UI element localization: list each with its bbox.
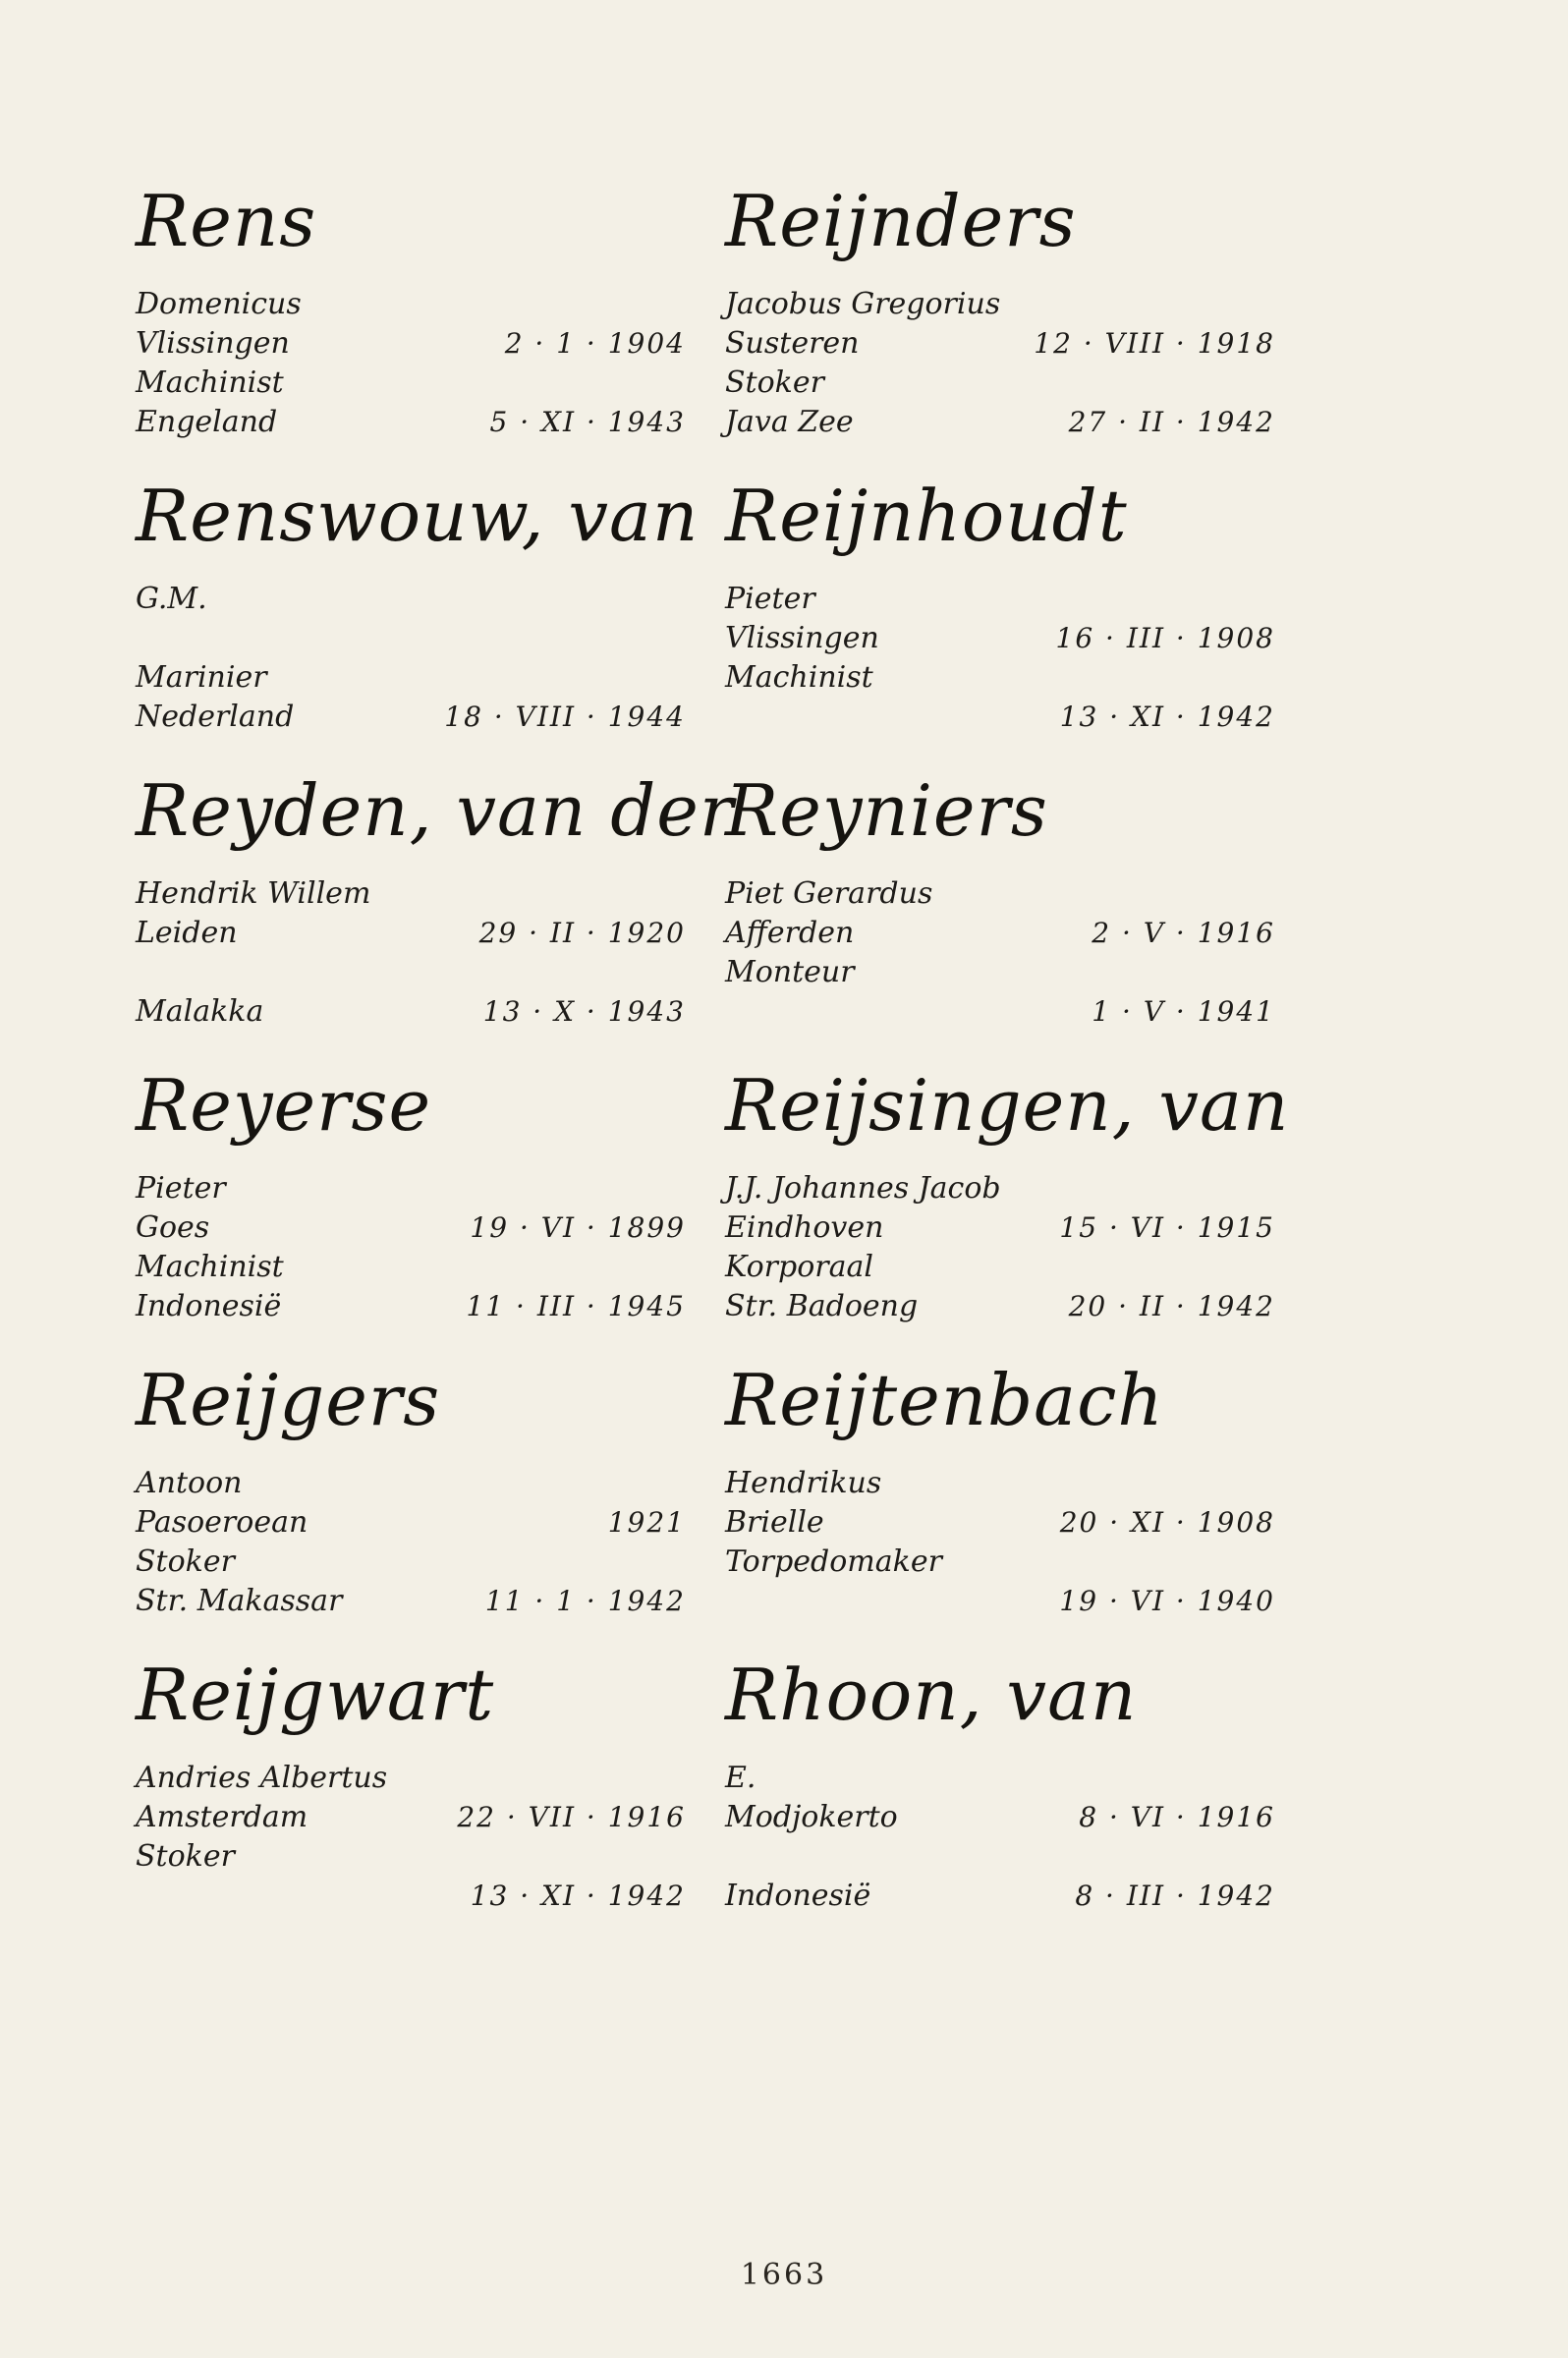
detail-row [725,1543,1275,1582]
detail-text: Marinier [136,660,267,695]
detail-date: 27 · II · 1942 [1068,406,1275,438]
detail-row [725,1582,1275,1621]
detail-row [136,1543,686,1582]
detail-row [136,285,686,324]
detail-row [725,1837,1275,1877]
detail-date: 20 · II · 1942 [1068,1290,1275,1322]
detail-text: Machinist [136,365,284,400]
detail-date: 20 · XI · 1908 [1059,1506,1275,1539]
detail-row [136,324,686,364]
name-entry [725,472,1275,766]
detail-text: Pasoeroean [136,1505,308,1540]
name-entry [136,472,700,766]
detail-text: Indonesië [725,1879,871,1913]
name-entry [136,1061,686,1356]
name-entry [136,177,686,472]
detail-text: Torpedomaker [725,1544,942,1579]
surname-heading: Reijtenbach [725,1359,1164,1441]
detail-date: 1921 [607,1506,686,1539]
detail-row [136,1837,686,1877]
detail-text: Afferden [725,916,855,950]
detail-date: 12 · VIII · 1918 [1034,327,1275,360]
detail-row [725,1248,1275,1287]
detail-row [136,364,686,403]
detail-date: 13 · XI · 1942 [470,1880,686,1912]
detail-text: E. [725,1761,756,1795]
detail-row [725,658,1275,698]
detail-text: Str. Makassar [136,1584,343,1618]
detail-text: J.J. Johannes Jacob [725,1171,1001,1206]
detail-text: Andries Albertus [136,1761,388,1795]
detail-row [725,914,1275,953]
detail-text: Amsterdam [136,1800,308,1834]
detail-row [725,874,1275,914]
detail-row [725,698,1275,737]
detail-row [136,1169,686,1208]
detail-text: G.M. [136,582,207,616]
detail-text: Monteur [725,955,855,989]
detail-row [136,619,686,658]
detail-row [725,1287,1275,1326]
detail-row [725,1503,1275,1543]
surname-heading: Rens [136,180,317,262]
detail-date: 11 · III · 1945 [466,1290,686,1322]
detail-text: Indonesië [136,1289,282,1323]
detail-row [725,953,1275,992]
detail-text: Eindhoven [725,1210,884,1245]
detail-text: Jacobus Gregorius [725,287,1001,321]
detail-row [136,953,686,992]
detail-date: 11 · 1 · 1942 [484,1585,686,1617]
name-entry [725,1651,1275,1945]
detail-date: 1 · V · 1941 [1092,995,1275,1028]
detail-row [136,1208,686,1248]
detail-text: Domenicus [136,287,302,321]
detail-row [725,364,1275,403]
detail-date: 8 · III · 1942 [1075,1880,1275,1912]
detail-date: 8 · VI · 1916 [1079,1801,1275,1833]
detail-date: 29 · II · 1920 [478,917,686,949]
detail-text: Susteren [725,326,860,361]
detail-text: Machinist [136,1250,284,1284]
surname-heading: Reijsingen, van [725,1064,1290,1147]
detail-date: 16 · III · 1908 [1055,622,1275,654]
detail-text: Vlissingen [136,326,290,361]
detail-row [725,403,1275,442]
surname-heading: Reyerse [136,1064,432,1147]
detail-row [136,1503,686,1543]
detail-row [136,992,686,1032]
detail-row [725,992,1275,1032]
surname-heading: Reyniers [725,769,1048,852]
detail-row [725,619,1275,658]
detail-text: Java Zee [725,405,854,439]
detail-row [725,1169,1275,1208]
detail-text: Brielle [725,1505,824,1540]
detail-row [136,1582,686,1621]
detail-text: Malakka [136,994,264,1029]
detail-text: Modjokerto [725,1800,898,1834]
detail-date: 22 · VII · 1916 [457,1801,686,1833]
detail-text: Piet Gerardus [725,876,933,911]
page-number: 1663 [740,2258,828,2292]
detail-row [136,580,686,619]
detail-row [136,1877,686,1916]
detail-text: Machinist [725,660,873,695]
detail-row [136,1798,686,1837]
detail-date: 19 · VI · 1899 [470,1211,686,1244]
name-entry [725,1356,1275,1651]
detail-row [136,698,686,737]
detail-row [725,324,1275,364]
right-column [725,177,1290,1945]
detail-text: Str. Badoeng [725,1289,919,1323]
detail-text: Pieter [136,1171,226,1206]
detail-row [725,1464,1275,1503]
detail-row [725,285,1275,324]
detail-row [725,1798,1275,1837]
name-entry [725,177,1275,472]
detail-text: Stoker [725,365,824,400]
detail-text: Leiden [136,916,238,950]
detail-text: Pieter [725,582,815,616]
name-entry [136,766,735,1061]
detail-text: Stoker [136,1544,235,1579]
name-entry [136,1651,686,1945]
detail-text: Engeland [136,405,278,439]
surname-heading: Rhoon, van [725,1654,1138,1736]
name-entry [725,766,1275,1061]
detail-text: Antoon [136,1466,243,1500]
detail-date: 15 · VI · 1915 [1059,1211,1275,1244]
detail-text: Nederland [136,700,295,734]
detail-row [136,1248,686,1287]
surname-heading: Reyden, van der [136,769,735,852]
detail-row [136,1287,686,1326]
detail-date: 5 · XI · 1943 [489,406,686,438]
detail-date: 18 · VIII · 1944 [444,701,686,733]
detail-row [725,1208,1275,1248]
name-entry [725,1061,1290,1356]
detail-row [136,658,686,698]
detail-row [136,403,686,442]
detail-text: Hendrikus [725,1466,882,1500]
detail-text: Vlissingen [725,621,879,655]
detail-row [136,914,686,953]
left-column [136,177,735,1945]
detail-row [725,1759,1275,1798]
detail-date: 2 · 1 · 1904 [504,327,686,360]
detail-row [136,874,686,914]
surname-heading: Reijnders [725,180,1077,262]
surname-heading: Reijgwart [136,1654,495,1736]
surname-heading: Renswouw, van [136,475,700,557]
name-entry [136,1356,686,1651]
detail-text: Hendrik Willem [136,876,371,911]
detail-date: 13 · XI · 1942 [1059,701,1275,733]
surname-heading: Reijgers [136,1359,441,1441]
detail-row [725,1877,1275,1916]
surname-heading: Reijnhoudt [725,475,1128,557]
detail-text: Goes [136,1210,210,1245]
detail-row [136,1759,686,1798]
detail-date: 13 · X · 1943 [482,995,686,1028]
detail-date: 19 · VI · 1940 [1059,1585,1275,1617]
detail-text: Stoker [136,1839,235,1874]
detail-text: Korporaal [725,1250,873,1284]
detail-date: 2 · V · 1916 [1092,917,1275,949]
detail-row [136,1464,686,1503]
detail-row [725,580,1275,619]
